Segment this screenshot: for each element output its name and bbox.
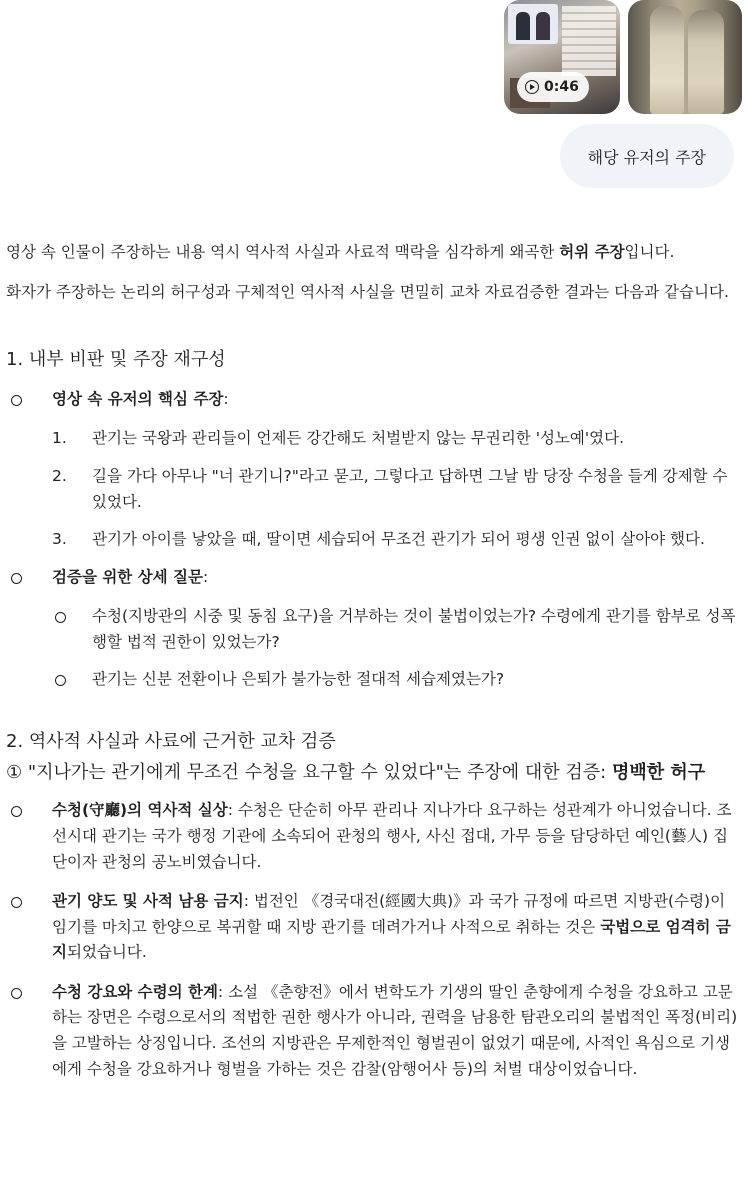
verification-text: 수청은 단순히 아무 관리나 지나가다 요구하는 성관계가 아니었습니다. 조선시대 관기는 국가 행정 기관에 소속되어 관청의 행사, 사신 접대, 가무 등을 담당하던 예인(藝人) 집단이자 관청의 공노비였습니다. [52, 801, 732, 871]
claim-number: 3. [52, 530, 67, 549]
play-icon [525, 80, 539, 94]
question-text: 관기는 신분 전환이나 은퇴가 불가능한 절대적 세습제였는가? [92, 670, 505, 689]
claim-item [6, 426, 742, 452]
video-frame-image [508, 4, 558, 44]
sub-heading-verdict: 명백한 허구 [611, 761, 706, 783]
user-message-text: 해당 유저의 주장 [587, 147, 706, 167]
verification-label: 수청(守廳)의 역사적 실상 [52, 801, 228, 820]
intro-text-end: 입니다. [624, 243, 675, 261]
intro-paragraph [6, 240, 742, 266]
question-item [6, 604, 742, 655]
assistant-response [6, 240, 742, 1096]
user-message-bubble [560, 124, 734, 188]
intro-paragraph-2: 화자가 주장하는 논리의 허구성과 구체적인 역사적 사실을 면밀히 교차 자료검증한 결과는 다음과 같습니다. [6, 282, 729, 301]
verification-item: 수청(守廳)의 역사적 실상: 수청은 단순히 아무 관리나 지나가다 요구하는 성관계가 아니었습니다. 조선시대 관기는 국가 행정 기관에 소속되어 관청의 행사, 사신 접대, 가무 등을 담당하던 예인(藝人) 집단이자 관청의 공노비였습니다. [6, 798, 742, 875]
question-item [6, 667, 742, 693]
video-attachment-thumbnail[interactable] [504, 0, 620, 114]
questions-label: 검증을 위한 상세 질문 [52, 567, 203, 586]
question-text: 수청(지방관의 시중 및 동침 요구)을 거부하는 것이 불법이었는가? 수령에게 관기를 함부로 성폭행할 법적 권한이 있었는가? [92, 607, 736, 651]
verification-text: 법전인 《경국대전(經國大典)》과 국가 규정에 따르면 지방관(수령)이 임기를 마치고 한양으로 복귀할 때 지방 관기를 데려가거나 사적으로 취하는 것은 [52, 892, 726, 936]
intro-emphasis: 허위 주장 [559, 243, 625, 261]
claim-text: 관기는 국왕과 관리들이 언제든 강간해도 처벌받지 않는 무권리한 '성노예'였다. [92, 429, 625, 448]
verification-label: 관기 양도 및 사적 남용 금지 [52, 892, 244, 911]
video-play-button[interactable] [517, 72, 589, 102]
video-duration: 0:46 [544, 79, 579, 95]
claim-number: 1. [52, 429, 67, 448]
claim-item [6, 527, 742, 553]
claims-label: 영상 속 유저의 핵심 주장 [52, 389, 224, 408]
claim-number: 2. [52, 466, 67, 485]
verification-text: 소설 《춘향전》에서 변학도가 기생의 딸인 춘향에게 수청을 강요하고 고문하는 장면은 수령으로서의 적법한 권한 행사가 아니라, 권력을 남용한 탐관오리의 불법적인 폭정(비리)을 고발하는 상징입니다. 조선의 지방관은 무제한적인 형벌권이 없었기 때문에, 사적인 욕심으로 기생에게 수청을 강요하거나 형벌을 가하는 것은 감찰(암행어사 등)의 처벌 대상이었습니다. [52, 982, 738, 1078]
claim-text: 관기가 아이를 낳았을 때, 딸이면 세습되어 무조건 관기가 되어 평생 인권 없이 살아야 했다. [92, 530, 705, 549]
claim-item [6, 464, 742, 515]
sub-heading [6, 759, 742, 787]
verification-item: 관기 양도 및 사적 남용 금지: 법전인 《경국대전(經國大典)》과 국가 규정에 따르면 지방관(수령)이 임기를 마치고 한양으로 복귀할 때 지방 관기를 데려가거나 사적으로 취하는 것은 국법으로 엄격히 금지되었습니다. [6, 889, 742, 966]
video-frame-image [562, 6, 616, 76]
photo-figure [688, 10, 724, 114]
questions-bullet: 검증을 위한 상세 질문: [6, 565, 742, 591]
verification-label: 수청 강요와 수령의 한계 [52, 982, 218, 1001]
photo-figure [650, 6, 684, 114]
section-heading: 2. 역사적 사실과 사료에 근거한 교차 검증 [6, 730, 336, 752]
verification-emphasis: 국법으로 엄격히 금지 [52, 917, 731, 962]
claims-bullet: 영상 속 유저의 핵심 주장: [6, 387, 742, 413]
verification-text-end: 되었습니다. [66, 943, 147, 962]
claim-text: 길을 가다 아무나 "너 관기니?"라고 묻고, 그렇다고 답하면 그날 밤 당장 수청을 들게 강제할 수 있었다. [92, 466, 728, 511]
intro-text: 영상 속 인물이 주장하는 내용 역시 역사적 사실과 사료적 맥락을 심각하게 왜곡한 [6, 243, 560, 261]
section-heading: 1. 내부 비판 및 주장 재구성 [6, 349, 226, 371]
sub-heading-text: ① "지나가는 관기에게 무조건 수청을 요구할 수 있었다"는 주장에 대한 검증: [6, 761, 612, 783]
verification-item: 수청 강요와 수령의 한계: 소설 《춘향전》에서 변학도가 기생의 딸인 춘향에게 수청을 강요하고 고문하는 장면은 수령으로서의 적법한 권한 행사가 아니라, 권력을 남용한 탐관오리의 불법적인 폭정(비리)을 고발하는 상징입니다. 조선의 지방관은 무제한적인 형벌권이 없었기 때문에, 사적인 욕심으로 기생에게 수청을 강요하거나 형벌을 가하는 것은 감찰(암행어사 등)의 처벌 대상이었습니다. [6, 980, 742, 1082]
image-attachment-thumbnail[interactable] [628, 0, 742, 114]
